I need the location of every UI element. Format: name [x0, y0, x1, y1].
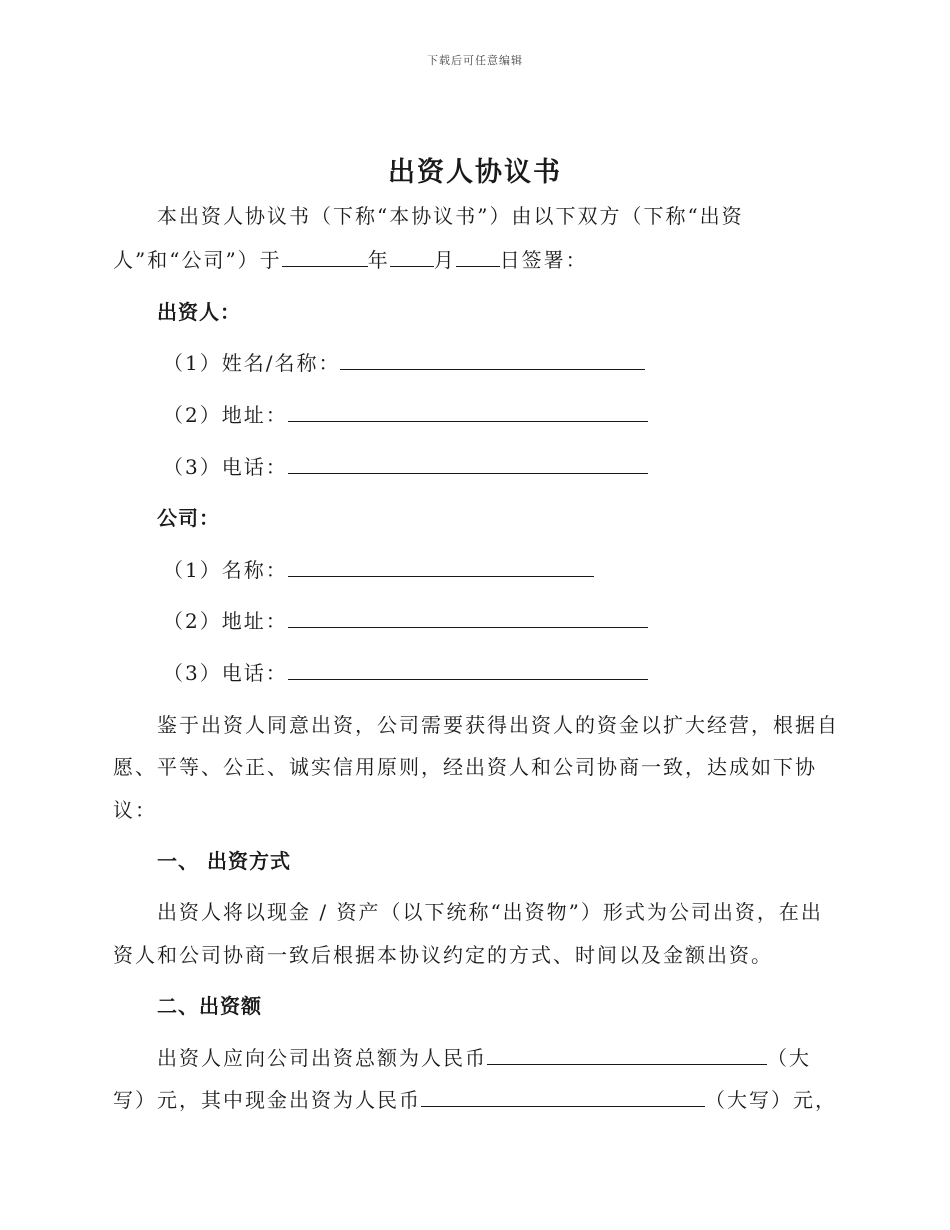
section-2-heading: 二、出资额	[157, 994, 262, 1018]
total-amount-label: 出资人应向公司出资总额为人民币	[157, 1046, 487, 1070]
company-name-label: （1）名称：	[163, 558, 288, 582]
year-label: 年	[367, 248, 390, 272]
company-name-row	[163, 554, 594, 583]
intro-line-1: 本出资人协议书（下称“本协议书”）由以下双方（下称“出资	[157, 204, 744, 228]
company-heading: 公司：	[157, 506, 220, 530]
investor-phone-label: （3）电话：	[163, 455, 288, 479]
preamble-line-3: 议：	[113, 798, 157, 822]
investor-address-label: （2）地址：	[163, 403, 288, 427]
preamble-line-1: 鉴于出资人同意出资，公司需要获得出资人的资金以扩大经营，根据自	[157, 713, 839, 737]
cash-uppercase-label: （大写）元，	[705, 1088, 837, 1112]
total-amount-field[interactable]	[487, 1046, 767, 1065]
investor-phone-row	[163, 451, 648, 480]
section-2-line-2	[113, 1084, 837, 1113]
month-label: 月	[433, 248, 456, 272]
investor-address-field[interactable]	[288, 403, 648, 422]
company-address-row	[163, 605, 648, 634]
investor-address-row	[163, 399, 648, 428]
company-address-label: （2）地址：	[163, 609, 288, 633]
section-2-line-1	[157, 1042, 811, 1071]
day-blank[interactable]	[456, 248, 500, 267]
investor-name-label: （1）姓名/名称：	[163, 351, 341, 375]
page-header: 下载后可任意编辑	[427, 54, 523, 67]
investor-heading: 出资人：	[157, 300, 241, 324]
cash-amount-field[interactable]	[421, 1088, 705, 1107]
day-sign-label: 日签署：	[499, 248, 588, 272]
uppercase-label: （大	[767, 1046, 811, 1070]
section-1-heading: 一、 出资方式	[157, 849, 291, 873]
cash-amount-label: 写）元，其中现金出资为人民币	[113, 1088, 421, 1112]
company-name-field[interactable]	[288, 558, 594, 577]
company-phone-row	[163, 657, 648, 686]
investor-phone-field[interactable]	[288, 455, 648, 474]
company-phone-field[interactable]	[288, 661, 648, 680]
section-1-line-1: 出资人将以现金 / 资产（以下统称“出资物”）形式为公司出资，在出	[157, 900, 823, 924]
section-1-line-2: 资人和公司协商一致后根据本协议约定的方式、时间以及金额出资。	[113, 943, 773, 967]
intro-line-2	[113, 244, 588, 273]
intro-text: 人”和“公司”）于	[113, 248, 282, 272]
investor-name-field[interactable]	[340, 351, 645, 370]
year-blank[interactable]	[282, 248, 368, 267]
document-title: 出资人协议书	[388, 157, 562, 188]
company-address-field[interactable]	[288, 609, 648, 628]
month-blank[interactable]	[390, 248, 434, 267]
investor-name-row	[163, 347, 645, 376]
preamble-line-2: 愿、平等、公正、诚实信用原则，经出资人和公司协商一致，达成如下协	[113, 755, 817, 779]
company-phone-label: （3）电话：	[163, 661, 288, 685]
